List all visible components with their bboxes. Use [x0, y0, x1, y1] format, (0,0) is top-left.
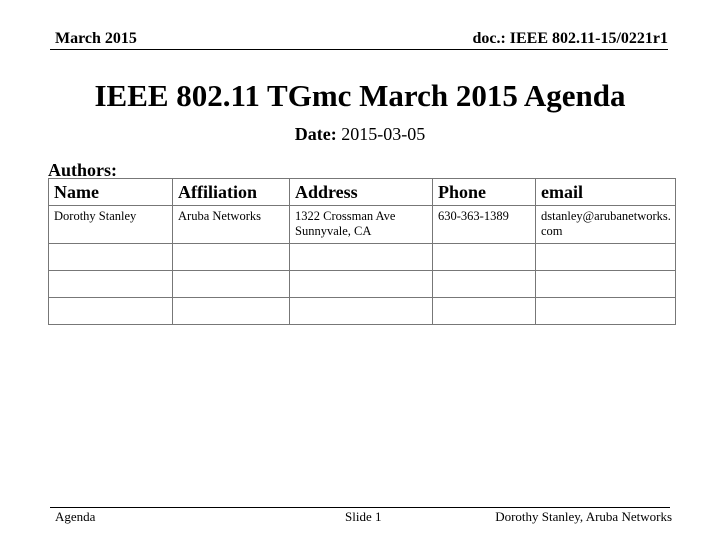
header-date: March 2015	[55, 30, 137, 47]
header-doc-id: doc.: IEEE 802.11-15/0221r1	[472, 30, 668, 47]
empty-cell	[290, 244, 433, 271]
date-value: 2015-03-05	[341, 124, 426, 144]
empty-cell	[433, 271, 536, 298]
cell-address	[290, 206, 433, 244]
header-divider	[50, 49, 668, 50]
column-header-email: email	[536, 179, 676, 206]
authors-table	[48, 178, 676, 325]
empty-cell	[49, 244, 173, 271]
empty-cell	[173, 271, 290, 298]
empty-cell	[536, 244, 676, 271]
empty-cell	[433, 298, 536, 325]
empty-cell	[49, 298, 173, 325]
cell-name: Dorothy Stanley	[49, 206, 173, 244]
empty-cell	[173, 298, 290, 325]
address-line-2: Sunnyvale, CA	[295, 224, 372, 238]
empty-cell	[536, 298, 676, 325]
empty-cell	[290, 271, 433, 298]
cell-affiliation: Aruba Networks	[173, 206, 290, 244]
footer-divider	[50, 507, 670, 508]
table-row-empty	[49, 298, 676, 325]
empty-cell	[290, 298, 433, 325]
column-header-affiliation: Affiliation	[173, 179, 290, 206]
cell-email: dstanley@arubanetworks.com	[536, 206, 676, 244]
table-row-empty	[49, 271, 676, 298]
slide-title: IEEE 802.11 TGmc March 2015 Agenda	[94, 78, 626, 113]
date-label: Date:	[294, 124, 337, 144]
cell-phone: 630-363-1389	[433, 206, 536, 244]
authors-label: Authors:	[48, 160, 118, 180]
column-header-phone: Phone	[433, 179, 536, 206]
date-line	[0, 124, 720, 145]
slide-number: Slide 1	[345, 509, 382, 524]
column-header-address: Address	[290, 179, 433, 206]
footer-author: Dorothy Stanley, Aruba Networks	[495, 509, 672, 524]
empty-cell	[433, 244, 536, 271]
column-header-name: Name	[49, 179, 173, 206]
footer-left: Agenda	[55, 509, 96, 524]
table-row-empty	[49, 244, 676, 271]
empty-cell	[536, 271, 676, 298]
address-line-1: 1322 Crossman Ave	[295, 209, 396, 223]
empty-cell	[49, 271, 173, 298]
table-row	[49, 206, 676, 244]
table-header-row	[49, 179, 676, 206]
empty-cell	[173, 244, 290, 271]
